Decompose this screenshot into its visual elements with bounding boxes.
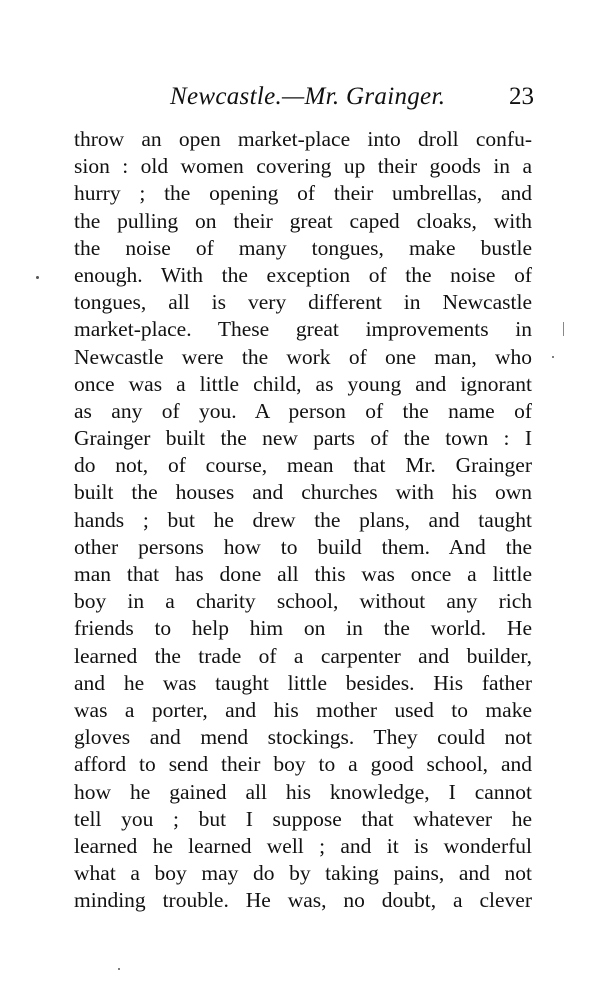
text-line: do not, of course, mean that Mr. Grainger — [74, 453, 532, 478]
text-line: tell you ; but I suppose that whatever he — [74, 806, 532, 831]
text-line: the noise of many tongues, make bustle — [74, 235, 532, 260]
text-line: and he was taught little besides. His father — [74, 670, 532, 695]
text-line: built the houses and churches with his own — [74, 480, 532, 505]
text-line: the pulling on their great caped cloaks, with — [74, 208, 532, 233]
text-line: what a boy may do by taking pains, and not — [74, 861, 532, 886]
text-line: throw an open market-place into droll confu- — [74, 127, 532, 151]
paper-speck — [118, 968, 120, 970]
text-line: learned the trade of a carpenter and builder, — [74, 643, 532, 668]
text-line: market-place. These great improvements in — [74, 317, 532, 342]
page-number: 23 — [509, 83, 534, 110]
running-head — [74, 80, 536, 114]
text-line: as any of you. A person of the name of — [74, 398, 532, 423]
text-line: tongues, all is very different in Newcastle — [74, 290, 532, 315]
paper-speck — [36, 276, 39, 279]
body-text — [74, 126, 532, 914]
text-line: learned he learned well ; and it is wonderful — [74, 833, 532, 858]
running-title: Newcastle.—Mr. Grainger. — [170, 83, 446, 110]
text-line: enough. With the exception of the noise of — [74, 262, 532, 287]
text-line: Grainger built the new parts of the town : I — [74, 426, 532, 451]
text-line: gloves and mend stockings. They could not — [74, 725, 532, 750]
text-line: Newcastle were the work of one man, who — [74, 344, 532, 369]
text-line: boy in a charity school, without any rich — [74, 589, 532, 614]
text-line: afford to send their boy to a good school, and — [74, 752, 532, 777]
text-line: was a porter, and his mother used to make — [74, 697, 532, 722]
paper-mark — [563, 322, 564, 336]
text-line: friends to help him on in the world. He — [74, 616, 532, 641]
text-line: once was a little child, as young and ignorant — [74, 371, 532, 396]
text-line: hands ; but he drew the plans, and taught — [74, 507, 532, 532]
text-line: man that has done all this was once a little — [74, 562, 532, 586]
text-line: how he gained all his knowledge, I cannot — [74, 779, 532, 804]
text-line: sion : old women covering up their goods in a — [74, 154, 532, 179]
paper-speck — [552, 356, 554, 358]
text-line: hurry ; the opening of their umbrellas, and — [74, 181, 532, 206]
text-line: minding trouble. He was, no doubt, a clever — [74, 888, 532, 913]
text-line: other persons how to build them. And the — [74, 534, 532, 559]
